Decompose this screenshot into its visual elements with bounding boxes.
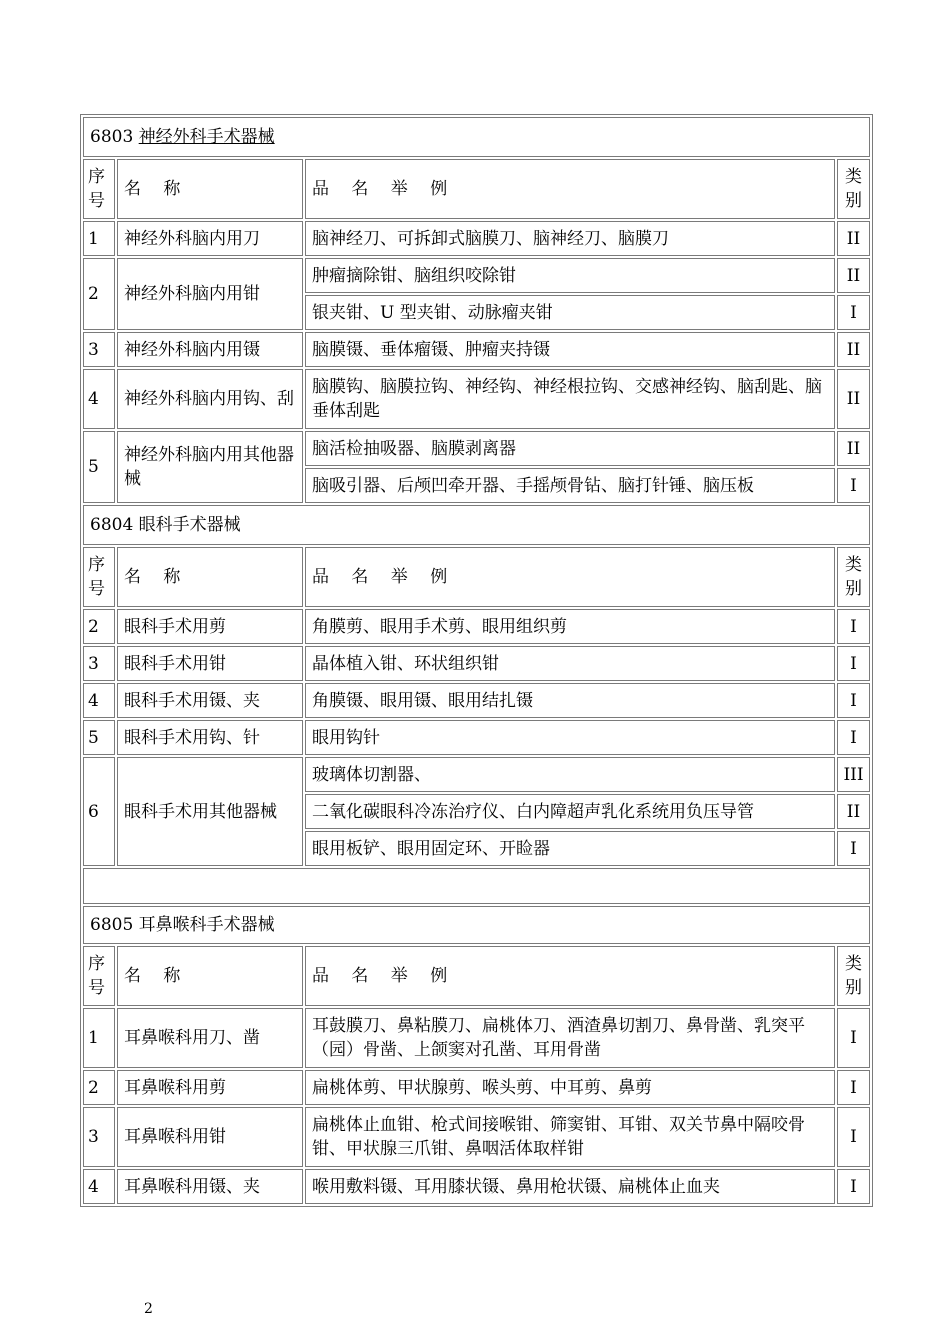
row-name: 神经外科脑内用其他器械 — [117, 431, 303, 503]
row-examples: 银夹钳、U 型夹钳、动脉瘤夹钳 — [305, 295, 835, 330]
table-row — [83, 431, 870, 466]
table-body — [83, 117, 870, 1204]
header-class-line1: 类 — [845, 555, 863, 575]
table-row — [83, 757, 870, 792]
header-class-line2: 别 — [845, 978, 863, 998]
row-number: 2 — [83, 258, 115, 330]
header-name: 名 称 — [117, 946, 303, 1006]
header-class — [837, 946, 870, 1006]
header-name: 名 称 — [117, 547, 303, 607]
row-name: 神经外科脑内用刀 — [117, 221, 303, 256]
row-examples: 脑活检抽吸器、脑膜剥离器 — [305, 431, 835, 466]
row-number: 3 — [83, 646, 115, 681]
row-examples: 喉用敷料镊、耳用膝状镊、鼻用枪状镊、扁桃体止血夹 — [305, 1169, 835, 1204]
row-class: III — [837, 757, 870, 792]
header-class — [837, 547, 870, 607]
header-row — [83, 159, 870, 219]
header-class-line1: 类 — [845, 954, 863, 974]
device-classification-table — [80, 114, 873, 1207]
row-class: II — [837, 369, 870, 429]
section-title-text: 神经外科手术器械 — [138, 127, 275, 147]
row-name: 耳鼻喉科用镊、夹 — [117, 1169, 303, 1204]
section-title-row — [83, 906, 870, 944]
table-row — [83, 609, 870, 644]
row-number: 5 — [83, 720, 115, 755]
row-name: 眼科手术用钩、针 — [117, 720, 303, 755]
table-row — [83, 1169, 870, 1204]
row-name: 眼科手术用钳 — [117, 646, 303, 681]
header-no-line1: 序 — [88, 555, 105, 575]
section-code: 6804 — [90, 515, 134, 535]
table-row — [83, 646, 870, 681]
header-row — [83, 547, 870, 607]
section-code: 6803 — [90, 127, 134, 147]
row-examples: 角膜剪、眼用手术剪、眼用组织剪 — [305, 609, 835, 644]
row-examples: 脑神经刀、可拆卸式脑膜刀、脑神经刀、脑膜刀 — [305, 221, 835, 256]
row-class: I — [837, 1107, 870, 1167]
row-class: I — [837, 831, 870, 866]
row-examples: 扁桃体止血钳、枪式间接喉钳、筛窦钳、耳钳、双关节鼻中隔咬骨钳、甲状腺三爪钳、鼻咽活体取样钳 — [305, 1107, 835, 1167]
row-number: 4 — [83, 683, 115, 718]
row-name: 耳鼻喉科用剪 — [117, 1070, 303, 1105]
row-number: 5 — [83, 431, 115, 503]
row-name: 神经外科脑内用钩、刮 — [117, 369, 303, 429]
table-row — [83, 1107, 870, 1167]
table-row — [83, 720, 870, 755]
section-title-text: 耳鼻喉科手术器械 — [138, 915, 275, 935]
section-title-text: 眼科手术器械 — [138, 515, 241, 535]
header-no — [83, 547, 115, 607]
row-class: II — [837, 794, 870, 829]
row-class: I — [837, 1070, 870, 1105]
row-examples: 扁桃体剪、甲状腺剪、喉头剪、中耳剪、鼻剪 — [305, 1070, 835, 1105]
row-number: 1 — [83, 221, 115, 256]
header-row — [83, 946, 870, 1006]
row-class: I — [837, 1169, 870, 1204]
row-number: 1 — [83, 1008, 115, 1068]
header-examples: 品 名 举 例 — [305, 946, 835, 1006]
row-name: 耳鼻喉科用钳 — [117, 1107, 303, 1167]
header-no-line1: 序 — [88, 954, 105, 974]
row-examples: 眼用钩针 — [305, 720, 835, 755]
header-no-line2: 号 — [88, 978, 105, 998]
row-name: 眼科手术用其他器械 — [117, 757, 303, 866]
table-row — [83, 369, 870, 429]
page-number: 2 — [144, 1301, 153, 1317]
row-number: 2 — [83, 609, 115, 644]
row-number: 4 — [83, 1169, 115, 1204]
table-row — [83, 1070, 870, 1105]
row-examples: 角膜镊、眼用镊、眼用结扎镊 — [305, 683, 835, 718]
header-class-line2: 别 — [845, 579, 863, 599]
header-examples: 品 名 举 例 — [305, 159, 835, 219]
header-no — [83, 946, 115, 1006]
section-title-row — [83, 117, 870, 157]
header-examples: 品 名 举 例 — [305, 547, 835, 607]
row-examples: 脑膜钩、脑膜拉钩、神经钩、神经根拉钩、交感神经钩、脑刮匙、脑垂体刮匙 — [305, 369, 835, 429]
row-class: I — [837, 468, 870, 503]
row-number: 3 — [83, 1107, 115, 1167]
spacer-row — [83, 868, 870, 904]
section-title-row — [83, 505, 870, 545]
header-name: 名 称 — [117, 159, 303, 219]
header-no — [83, 159, 115, 219]
row-examples: 二氧化碳眼科冷冻治疗仪、白内障超声乳化系统用负压导管 — [305, 794, 835, 829]
header-no-line2: 号 — [88, 191, 105, 211]
row-class: II — [837, 258, 870, 293]
section-title — [83, 906, 870, 944]
section-title — [83, 117, 870, 157]
section-title — [83, 505, 870, 545]
row-name: 耳鼻喉科用刀、凿 — [117, 1008, 303, 1068]
row-name: 眼科手术用剪 — [117, 609, 303, 644]
row-examples: 耳鼓膜刀、鼻粘膜刀、扁桃体刀、酒渣鼻切割刀、鼻骨凿、乳突平（园）骨凿、上颌窦对孔凿、耳用骨凿 — [305, 1008, 835, 1068]
blank-cell — [83, 868, 870, 904]
header-class-line1: 类 — [845, 167, 863, 187]
header-no-line2: 号 — [88, 579, 105, 599]
row-number: 2 — [83, 1070, 115, 1105]
table-row — [83, 1008, 870, 1068]
header-class-line2: 别 — [845, 191, 863, 211]
row-number: 6 — [83, 757, 115, 866]
row-name: 神经外科脑内用钳 — [117, 258, 303, 330]
row-class: I — [837, 683, 870, 718]
row-examples: 脑吸引器、后颅凹牵开器、手摇颅骨钻、脑打针锤、脑压板 — [305, 468, 835, 503]
section-code: 6805 — [90, 915, 134, 935]
row-examples: 玻璃体切割器、 — [305, 757, 835, 792]
table-row — [83, 221, 870, 256]
row-number: 3 — [83, 332, 115, 367]
table-row — [83, 683, 870, 718]
row-name: 神经外科脑内用镊 — [117, 332, 303, 367]
row-name: 眼科手术用镊、夹 — [117, 683, 303, 718]
row-number: 4 — [83, 369, 115, 429]
row-class: II — [837, 332, 870, 367]
table-row — [83, 258, 870, 293]
row-class: I — [837, 295, 870, 330]
row-class: I — [837, 609, 870, 644]
row-class: II — [837, 221, 870, 256]
table-row — [83, 332, 870, 367]
row-examples: 肿瘤摘除钳、脑组织咬除钳 — [305, 258, 835, 293]
row-class: I — [837, 646, 870, 681]
header-no-line1: 序 — [88, 167, 105, 187]
row-class: I — [837, 1008, 870, 1068]
row-examples: 眼用板铲、眼用固定环、开睑器 — [305, 831, 835, 866]
row-examples: 脑膜镊、垂体瘤镊、肿瘤夹持镊 — [305, 332, 835, 367]
header-class — [837, 159, 870, 219]
row-class: II — [837, 431, 870, 466]
row-class: I — [837, 720, 870, 755]
row-examples: 晶体植入钳、环状组织钳 — [305, 646, 835, 681]
